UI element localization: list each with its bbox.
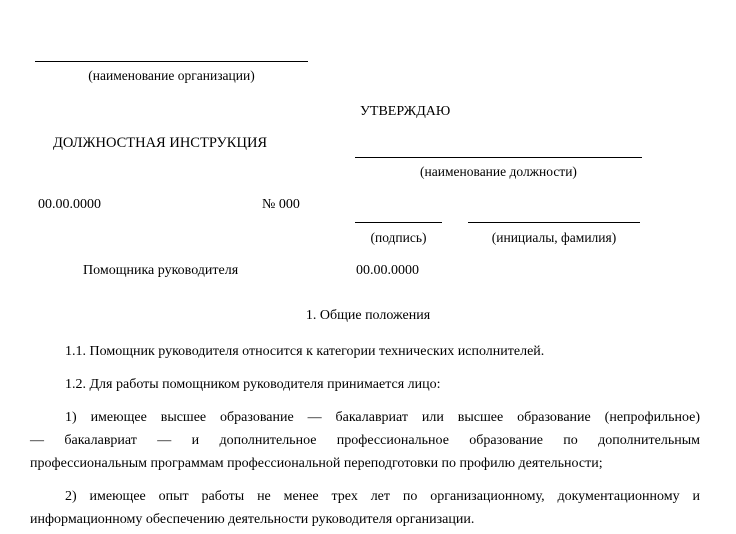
organization-name-line	[35, 61, 308, 62]
list-item-2-line-2: информационному обеспечению деятельности руководителя организации.	[30, 512, 475, 527]
paragraph-1-1: 1.1. Помощник руководителя относится к категории технических исполнителей.	[65, 344, 545, 359]
list-item-1-line-1: 1) имеющее высшее образование — бакалавриат или высшее образование (непрофильное)	[65, 410, 700, 425]
paragraph-1-2: 1.2. Для работы помощником руководителя принимается лицо:	[65, 377, 441, 392]
position-name-caption: (наименование должности)	[420, 164, 577, 179]
document-body	[30, 340, 700, 534]
list-item-1-line-2: — бакалавриат — и дополнительное профессиональное образование по дополнительным	[30, 433, 700, 448]
position-title-genitive: Помощника руководителя	[83, 263, 239, 278]
paragraph-list-item-1	[30, 406, 700, 475]
initials-line	[468, 222, 640, 223]
initials-caption: (инициалы, фамилия)	[491, 230, 617, 245]
organization-name-caption: (наименование организации)	[88, 68, 255, 83]
approve-label: УТВЕРЖДАЮ	[360, 104, 451, 119]
approval-date: 00.00.0000	[356, 263, 419, 278]
list-item-2-line-1: 2) имеющее опыт работы не менее трех лет по организационному, документационному и	[65, 489, 700, 504]
signature-line	[355, 222, 442, 223]
list-item-1-line-3: профессиональным программам профессиональной переподготовки по профилю деятельности;	[30, 456, 603, 471]
document-title: ДОЛЖНОСТНАЯ ИНСТРУКЦИЯ	[53, 135, 268, 151]
paragraph-list-item-2	[30, 485, 700, 531]
document-date: 00.00.0000	[38, 197, 101, 212]
document-number: № 000	[262, 197, 300, 212]
section-heading: 1. Общие положения	[305, 308, 431, 323]
signature-caption: (подпись)	[370, 230, 427, 245]
position-name-line	[355, 157, 642, 158]
